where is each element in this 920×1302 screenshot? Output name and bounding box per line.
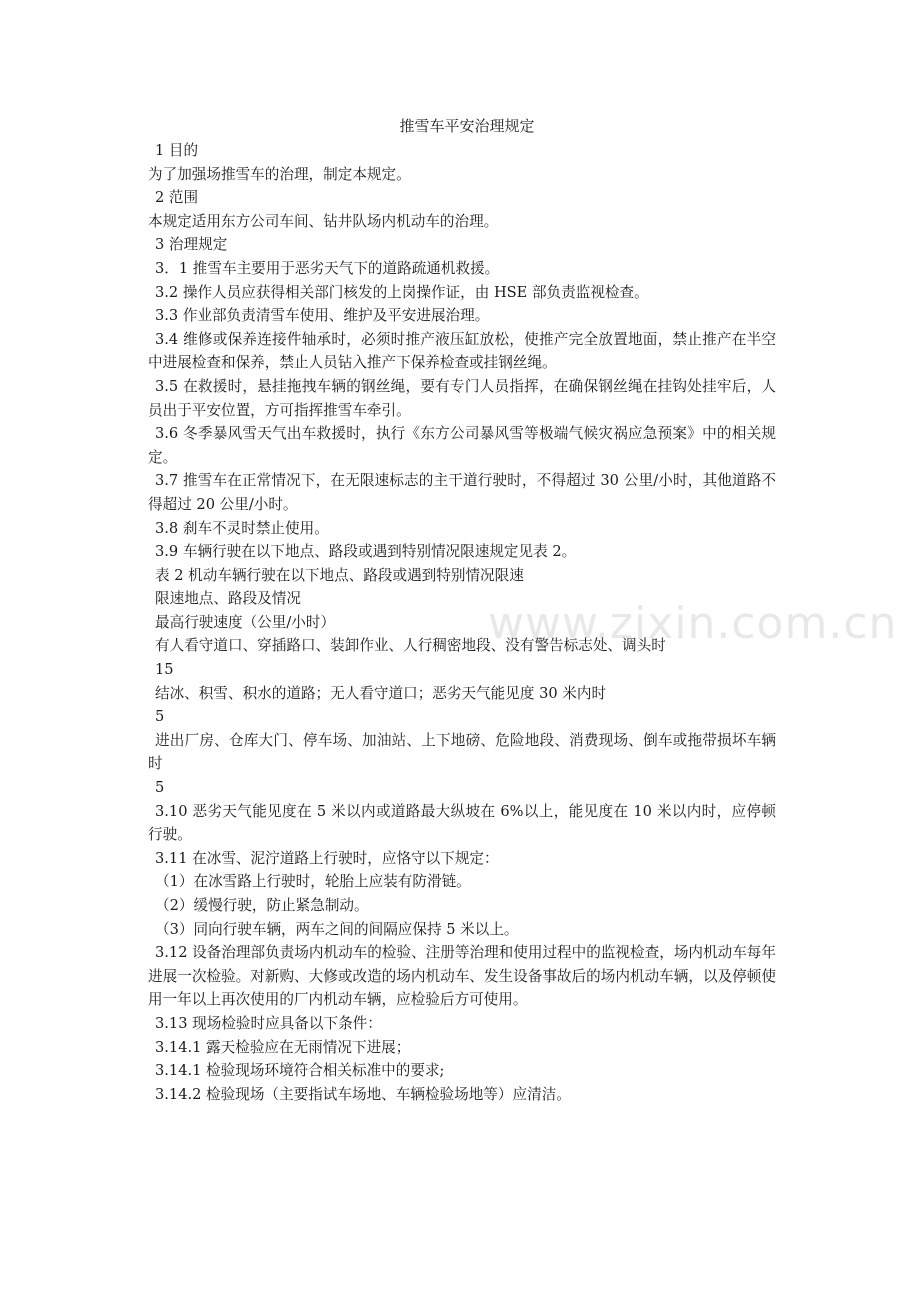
paragraph: 3.2 操作人员应获得相关部门核发的上岗操作证，由 HSE 部负责监视检查。 [155,283,649,301]
document-body [148,113,776,1106]
paragraph: 3.14.2 检验现场（主要指试车场地、车辆检验场地等）应清洁。 [155,1085,571,1103]
paragraph: 为了加强场推雪车的治理，制定本规定。 [148,165,411,183]
paragraph: 3.12 设备治理部负责场内机动车的检验、注册等治理和使用过程中的监视检查，场内机动车每年进展一次检验。对新购、大修或改造的场内机动车、发生设备事故后的场内机动车辆，以及停顿使用一年以上再次使用的厂内机动车辆，应检验后方可使用。 [148,944,776,1009]
paragraph: 3.4 维修或保养连接件轴承时，必须时推产液压缸放松，使推产完全放置地面，禁止推产在半空中进展检查和保养，禁止人员钻入推产下保养检查或挂钢丝绳。 [148,330,776,372]
list-item: （3）同向行驶车辆，两车之间的间隔应保持 5 米以上。 [155,920,519,938]
table-cell: 5 [155,779,165,797]
paragraph: 3 治理规定 [155,236,228,254]
table-header: 限速地点、路段及情况 [155,590,301,608]
table-cell: 结冰、积雪、积水的道路；无人看守道口；恶劣天气能见度 30 米内时 [155,684,607,702]
paragraph: 3．1 推雪车主要用于恶劣天气下的道路疏通机救援。 [155,259,500,277]
paragraph: 3.10 恶劣天气能见度在 5 米以内或道路最大纵坡在 6%以上，能见度在 10 米以内时，应停顿行驶。 [148,802,776,844]
table-cell: 进出厂房、仓库大门、停车场、加油站、上下地磅、危险地段、消费现场、倒车或拖带损坏车辆时 [148,731,776,773]
watermark-text: www.zixin.com.cn [488,598,898,649]
paragraph: 3.6 冬季暴风雪天气出车救援时，执行《东方公司暴风雪等极端气候灾祸应急预案》中的相关规定。 [148,425,776,466]
paragraph: 3.13 现场检验时应具备以下条件： [155,1014,382,1032]
paragraph: 3.14.1 露天检验应在无雨情况下进展； [155,1038,411,1056]
paragraph: 3.14.1 检验现场环境符合相关标准中的要求; [155,1062,445,1080]
paragraph: 3.5 在救援时，悬挂拖拽车辆的钢丝绳，要有专门人员指挥，在确保钢丝绳在挂钩处挂牢后，人员出于平安位置，方可指挥推雪车牵引。 [148,377,776,419]
table-header: 最高行驶速度（公里/小时） [155,613,336,631]
paragraph: 本规定适用东方公司车间、钻井队场内机动车的治理。 [148,212,499,230]
paragraph: 3.3 作业部负责清雪车使用、维护及平安进展治理。 [155,307,490,325]
paragraph: 1 目的 [155,142,199,159]
paragraph: 3.9 车辆行驶在以下地点、路段或遇到特别情况限速规定见表 2。 [155,543,577,561]
table-cell: 5 [155,708,165,726]
paragraph: 3.8 刹车不灵时禁止使用。 [155,519,329,537]
paragraph: 3.11 在冰雪、泥泞道路上行驶时，应恪守以下规定： [155,849,499,867]
list-item: （1）在冰雪路上行驶时，轮胎上应装有防滑链。 [155,873,471,891]
document-title: 推雪车平安治理规定 [399,117,535,135]
paragraph: 3.7 推雪车在正常情况下，在无限速标志的主干道行驶时，不得超过 30 公里/小时，其他道路不得超过 20 公里/小时。 [148,472,776,513]
list-item: （2）缓慢行驶，防止紧急制动。 [155,897,369,914]
paragraph: 2 范围 [155,189,199,207]
table-cell: 有人看守道口、穿插路口、装卸作业、人行稠密地段、没有警告标志处、调头时 [155,637,666,655]
table-caption: 表 2 机动车辆行驶在以下地点、路段或遇到特别情况限速 [155,566,524,584]
table-cell: 15 [155,661,174,679]
